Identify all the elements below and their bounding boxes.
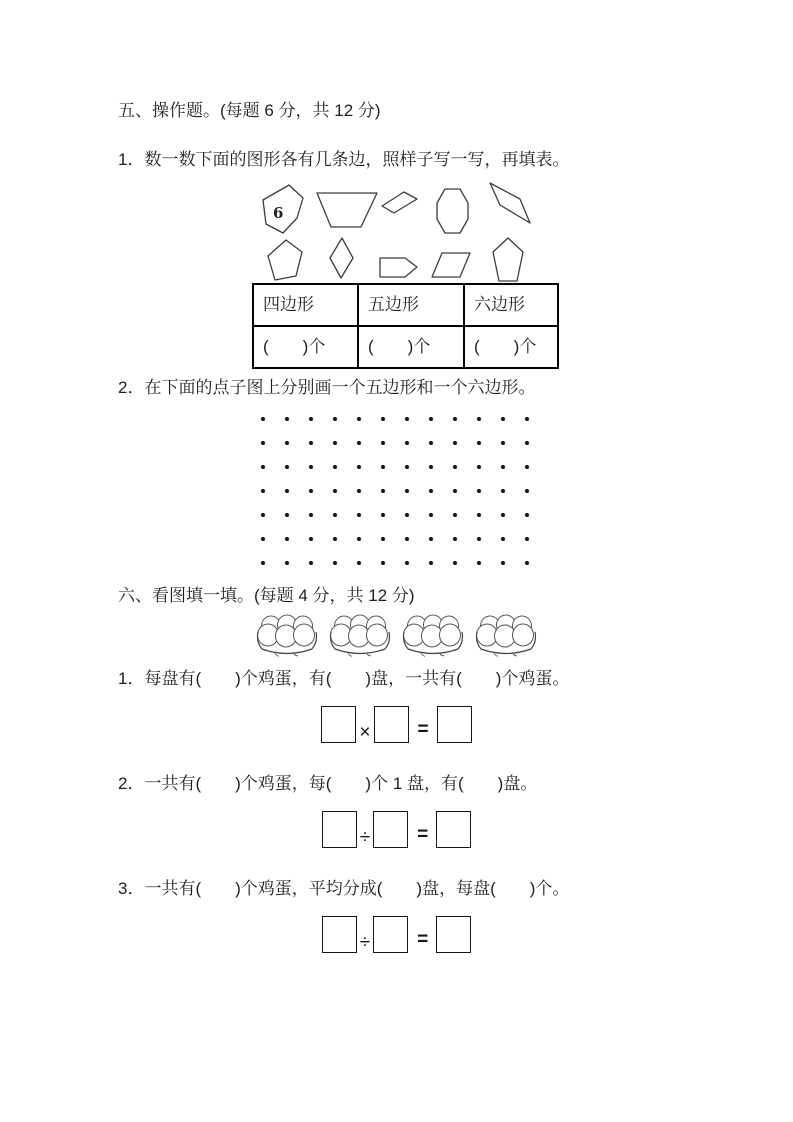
section6-question1: 1．每盘有( )个鸡蛋，有( )盘，一共有( )个鸡蛋。 bbox=[118, 669, 570, 688]
table-answer-row bbox=[253, 326, 558, 368]
grid-dot bbox=[381, 561, 385, 565]
shape-parallelogram bbox=[432, 253, 470, 277]
grid-dot bbox=[357, 417, 361, 421]
grid-dot bbox=[429, 489, 433, 493]
grid-dot bbox=[429, 537, 433, 541]
section5-question2: 2．在下面的点子图上分别画一个五边形和一个六边形。 bbox=[118, 378, 536, 397]
divide-sign: ÷ bbox=[359, 932, 371, 953]
answer-box-quotient bbox=[436, 811, 471, 848]
grid-dot bbox=[501, 489, 505, 493]
grid-dot bbox=[501, 417, 505, 421]
grid-dot bbox=[333, 489, 337, 493]
shape-pentagon-1 bbox=[268, 240, 302, 280]
table-header-quadrilateral: 四边形 bbox=[253, 284, 358, 326]
shape-rhombus bbox=[330, 238, 353, 278]
grid-dot bbox=[501, 441, 505, 445]
grid-dot bbox=[357, 465, 361, 469]
grid-dot bbox=[309, 417, 313, 421]
answer-box-product bbox=[437, 706, 472, 743]
grid-dot bbox=[525, 417, 529, 421]
grid-dot bbox=[333, 537, 337, 541]
egg-carton-image bbox=[329, 612, 391, 658]
grid-dot bbox=[381, 513, 385, 517]
grid-dot bbox=[261, 537, 265, 541]
grid-dot bbox=[333, 441, 337, 445]
table-header-pentagon: 五边形 bbox=[358, 284, 464, 326]
grid-dot bbox=[405, 537, 409, 541]
grid-dot bbox=[453, 489, 457, 493]
grid-dot bbox=[357, 441, 361, 445]
grid-dot bbox=[477, 537, 481, 541]
shape-trapezoid bbox=[317, 193, 377, 227]
grid-dot bbox=[477, 513, 481, 517]
grid-dot bbox=[285, 489, 289, 493]
equation-division-1 bbox=[0, 811, 793, 848]
answer-box-dividend bbox=[322, 916, 357, 953]
grid-dot bbox=[381, 537, 385, 541]
equation-division-2 bbox=[0, 916, 793, 953]
grid-dot bbox=[525, 561, 529, 565]
grid-dot bbox=[453, 441, 457, 445]
grid-dot bbox=[309, 465, 313, 469]
grid-dot bbox=[501, 537, 505, 541]
grid-dot bbox=[453, 465, 457, 469]
grid-dot bbox=[261, 441, 265, 445]
grid-dot bbox=[405, 561, 409, 565]
grid-dot bbox=[405, 417, 409, 421]
grid-dot bbox=[477, 465, 481, 469]
shape-parallelogram-thin bbox=[490, 183, 530, 223]
grid-dot bbox=[357, 561, 361, 565]
dot-grid bbox=[251, 407, 539, 575]
egg-carton-image bbox=[256, 612, 318, 658]
grid-dot bbox=[405, 465, 409, 469]
grid-dot bbox=[525, 441, 529, 445]
grid-dot bbox=[525, 465, 529, 469]
grid-dot bbox=[453, 561, 457, 565]
grid-dot bbox=[525, 537, 529, 541]
answer-box-divisor bbox=[373, 811, 408, 848]
grid-dot bbox=[477, 561, 481, 565]
grid-dot bbox=[285, 561, 289, 565]
answer-box-quotient bbox=[436, 916, 471, 953]
shape-hexagon-vertical bbox=[437, 189, 468, 233]
section5-title: 五、操作题。(每题 6 分，共 12 分) bbox=[118, 101, 381, 120]
table-header-hexagon: 六边形 bbox=[464, 284, 558, 326]
table-cell-pentagon-count: ( )个 bbox=[358, 326, 464, 368]
grid-dot bbox=[261, 465, 265, 469]
grid-dot bbox=[453, 417, 457, 421]
grid-dot bbox=[357, 489, 361, 493]
shapes-figure bbox=[248, 183, 553, 285]
grid-dot bbox=[381, 489, 385, 493]
grid-dot bbox=[381, 417, 385, 421]
grid-dot bbox=[261, 489, 265, 493]
grid-dot bbox=[453, 537, 457, 541]
shape-pentagon-2 bbox=[493, 238, 523, 281]
grid-dot bbox=[477, 489, 481, 493]
section6-title: 六、看图填一填。(每题 4 分，共 12 分) bbox=[118, 586, 415, 605]
grid-dot bbox=[405, 513, 409, 517]
equals-sign: = bbox=[417, 824, 428, 845]
grid-dot bbox=[309, 489, 313, 493]
shape-parallelogram-slanted bbox=[382, 192, 417, 213]
grid-dot bbox=[501, 561, 505, 565]
grid-dot bbox=[405, 441, 409, 445]
grid-dot bbox=[429, 513, 433, 517]
answer-box-factor2 bbox=[374, 706, 409, 743]
section6-question2: 2．一共有( )个鸡蛋，每( )个 1 盘，有( )盘。 bbox=[118, 774, 538, 793]
grid-dot bbox=[285, 417, 289, 421]
multiply-sign: × bbox=[359, 722, 371, 743]
grid-dot bbox=[261, 417, 265, 421]
egg-cartons bbox=[256, 612, 537, 658]
grid-dot bbox=[477, 441, 481, 445]
grid-dot bbox=[429, 561, 433, 565]
shape-edge-count-label: 6 bbox=[273, 204, 284, 222]
grid-dot bbox=[357, 537, 361, 541]
grid-dot bbox=[381, 465, 385, 469]
grid-dot bbox=[525, 513, 529, 517]
grid-dot bbox=[405, 489, 409, 493]
grid-dot bbox=[501, 513, 505, 517]
grid-dot bbox=[525, 489, 529, 493]
grid-dot bbox=[381, 441, 385, 445]
grid-dot bbox=[261, 561, 265, 565]
table-cell-hexagon-count: ( )个 bbox=[464, 326, 558, 368]
grid-dot bbox=[285, 513, 289, 517]
section6-question3: 3．一共有( )个鸡蛋，平均分成( )盘，每盘( )个。 bbox=[118, 879, 570, 898]
grid-dot bbox=[357, 513, 361, 517]
divide-sign: ÷ bbox=[359, 827, 371, 848]
grid-dot bbox=[429, 417, 433, 421]
egg-carton-image bbox=[402, 612, 464, 658]
grid-dot bbox=[429, 441, 433, 445]
grid-dot bbox=[501, 465, 505, 469]
grid-dot bbox=[477, 417, 481, 421]
egg-carton-image bbox=[475, 612, 537, 658]
grid-dot bbox=[309, 537, 313, 541]
grid-dot bbox=[309, 513, 313, 517]
grid-dot bbox=[261, 513, 265, 517]
grid-dot bbox=[333, 561, 337, 565]
answer-box-divisor bbox=[373, 916, 408, 953]
table-header-row bbox=[253, 284, 558, 326]
grid-dot bbox=[333, 417, 337, 421]
grid-dot bbox=[285, 441, 289, 445]
equals-sign: = bbox=[417, 929, 428, 950]
grid-dot bbox=[309, 561, 313, 565]
grid-dot bbox=[453, 513, 457, 517]
shape-pentagon-right bbox=[380, 258, 417, 277]
equation-multiplication bbox=[0, 706, 793, 743]
grid-dot bbox=[285, 465, 289, 469]
grid-dot bbox=[333, 513, 337, 517]
grid-dot bbox=[309, 441, 313, 445]
grid-dot bbox=[333, 465, 337, 469]
answer-box-factor1 bbox=[321, 706, 356, 743]
shape-hexagon-example bbox=[263, 185, 303, 233]
answer-box-dividend bbox=[322, 811, 357, 848]
shape-count-table bbox=[252, 283, 559, 369]
grid-dot bbox=[429, 465, 433, 469]
table-cell-quadrilateral-count: ( )个 bbox=[253, 326, 358, 368]
grid-dot bbox=[285, 537, 289, 541]
section5-question1: 1．数一数下面的图形各有几条边，照样子写一写，再填表。 bbox=[118, 150, 570, 169]
equals-sign: = bbox=[417, 719, 428, 740]
